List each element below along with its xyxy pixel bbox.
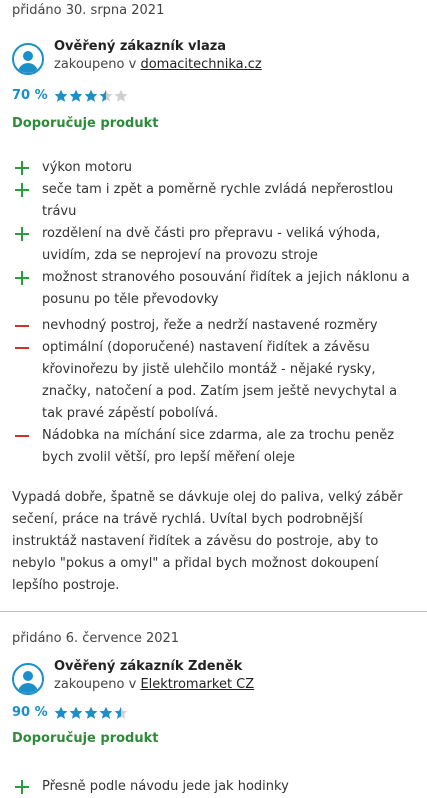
- star-icon: [54, 89, 68, 103]
- minus-icon: [14, 315, 32, 337]
- review-author: [12, 658, 415, 695]
- con-item: Nádobka na míchání sice zdarma, ale za trochu peněz bych zvolil větší, pro lepší měření oleje: [12, 425, 415, 469]
- rating-percent: 90 %: [12, 705, 48, 720]
- pro-item: rozdělení na dvě části pro přepravu - veliká výhoda, uvidím, zda se neprojeví na provozu stroje: [12, 223, 415, 267]
- author-name: Ověřený zákazník Zdeněk: [54, 659, 243, 674]
- rating-stars: [54, 89, 129, 103]
- star-icon: [99, 706, 113, 720]
- star-icon: [114, 89, 128, 103]
- cons-list: [12, 315, 415, 469]
- star-icon: [69, 706, 83, 720]
- con-item: optimální (doporučené) nastavení řidítek a závěsu křovinořezu by jistě ulehčilo montáž - nějaké rysky, značky, natočení a pod. Zatím jsem ještě nevychytal a tak pravé zápěstí pobolívá.: [12, 337, 415, 425]
- plus-icon: [14, 223, 32, 245]
- star-icon: [54, 706, 68, 720]
- plus-icon: [14, 776, 32, 798]
- review-date: přidáno 30. srpna 2021: [12, 3, 165, 18]
- minus-icon: [14, 425, 32, 447]
- pro-item: seče tam i zpět a poměrně rychle zvládá nepřerostlou trávu: [12, 179, 415, 223]
- author-name: Ověřený zákazník vlaza: [54, 39, 227, 54]
- review-date: přidáno 6. července 2021: [12, 631, 180, 646]
- pro-item: možnost stranového posouvání řidítek a jejich náklonu a posunu po těle převodovky: [12, 267, 415, 311]
- review-2: [0, 612, 427, 798]
- recommend-badge: Doporučuje produkt: [12, 116, 159, 131]
- review-text: Vypadá dobře, špatně se dávkuje olej do paliva, velký záběr sečení, práce na trávě rychlá. Uvítal bych podrobnější instruktáž nastavení řidítek a závěsu do postroje, aby to nebylo "pokus a omyl" a přidal bych možnost dokoupení lepšího postroje.: [12, 490, 403, 593]
- rating-stars: [54, 706, 129, 720]
- con-item: nevhodný postroj, řeže a nedrží nastavené rozměry: [12, 315, 415, 337]
- recommend-badge: Doporučuje produkt: [12, 731, 159, 746]
- review-author: [12, 38, 415, 75]
- star-icon: [69, 89, 83, 103]
- shop-link[interactable]: domacitechnika.cz: [140, 57, 262, 72]
- minus-icon: [14, 337, 32, 359]
- bought-at: zakoupeno v domacitechnika.cz: [54, 57, 262, 72]
- plus-icon: [14, 267, 32, 289]
- rating: [12, 88, 415, 103]
- user-avatar-icon: [12, 43, 44, 75]
- star-icon: [84, 89, 98, 103]
- bought-at: zakoupeno v Elektromarket CZ: [54, 677, 255, 692]
- plus-icon: [14, 157, 32, 179]
- star-icon: [114, 706, 128, 720]
- pros-list: [12, 776, 415, 798]
- pro-item: výkon motoru: [12, 157, 415, 179]
- pro-item: Přesně podle návodu jede jak hodinky: [12, 776, 415, 798]
- rating-percent: 70 %: [12, 88, 48, 103]
- user-avatar-icon: [12, 663, 44, 695]
- star-icon: [99, 89, 113, 103]
- rating: [12, 705, 415, 720]
- pros-list: [12, 157, 415, 311]
- star-icon: [84, 706, 98, 720]
- plus-icon: [14, 179, 32, 201]
- shop-link[interactable]: Elektromarket CZ: [140, 677, 255, 692]
